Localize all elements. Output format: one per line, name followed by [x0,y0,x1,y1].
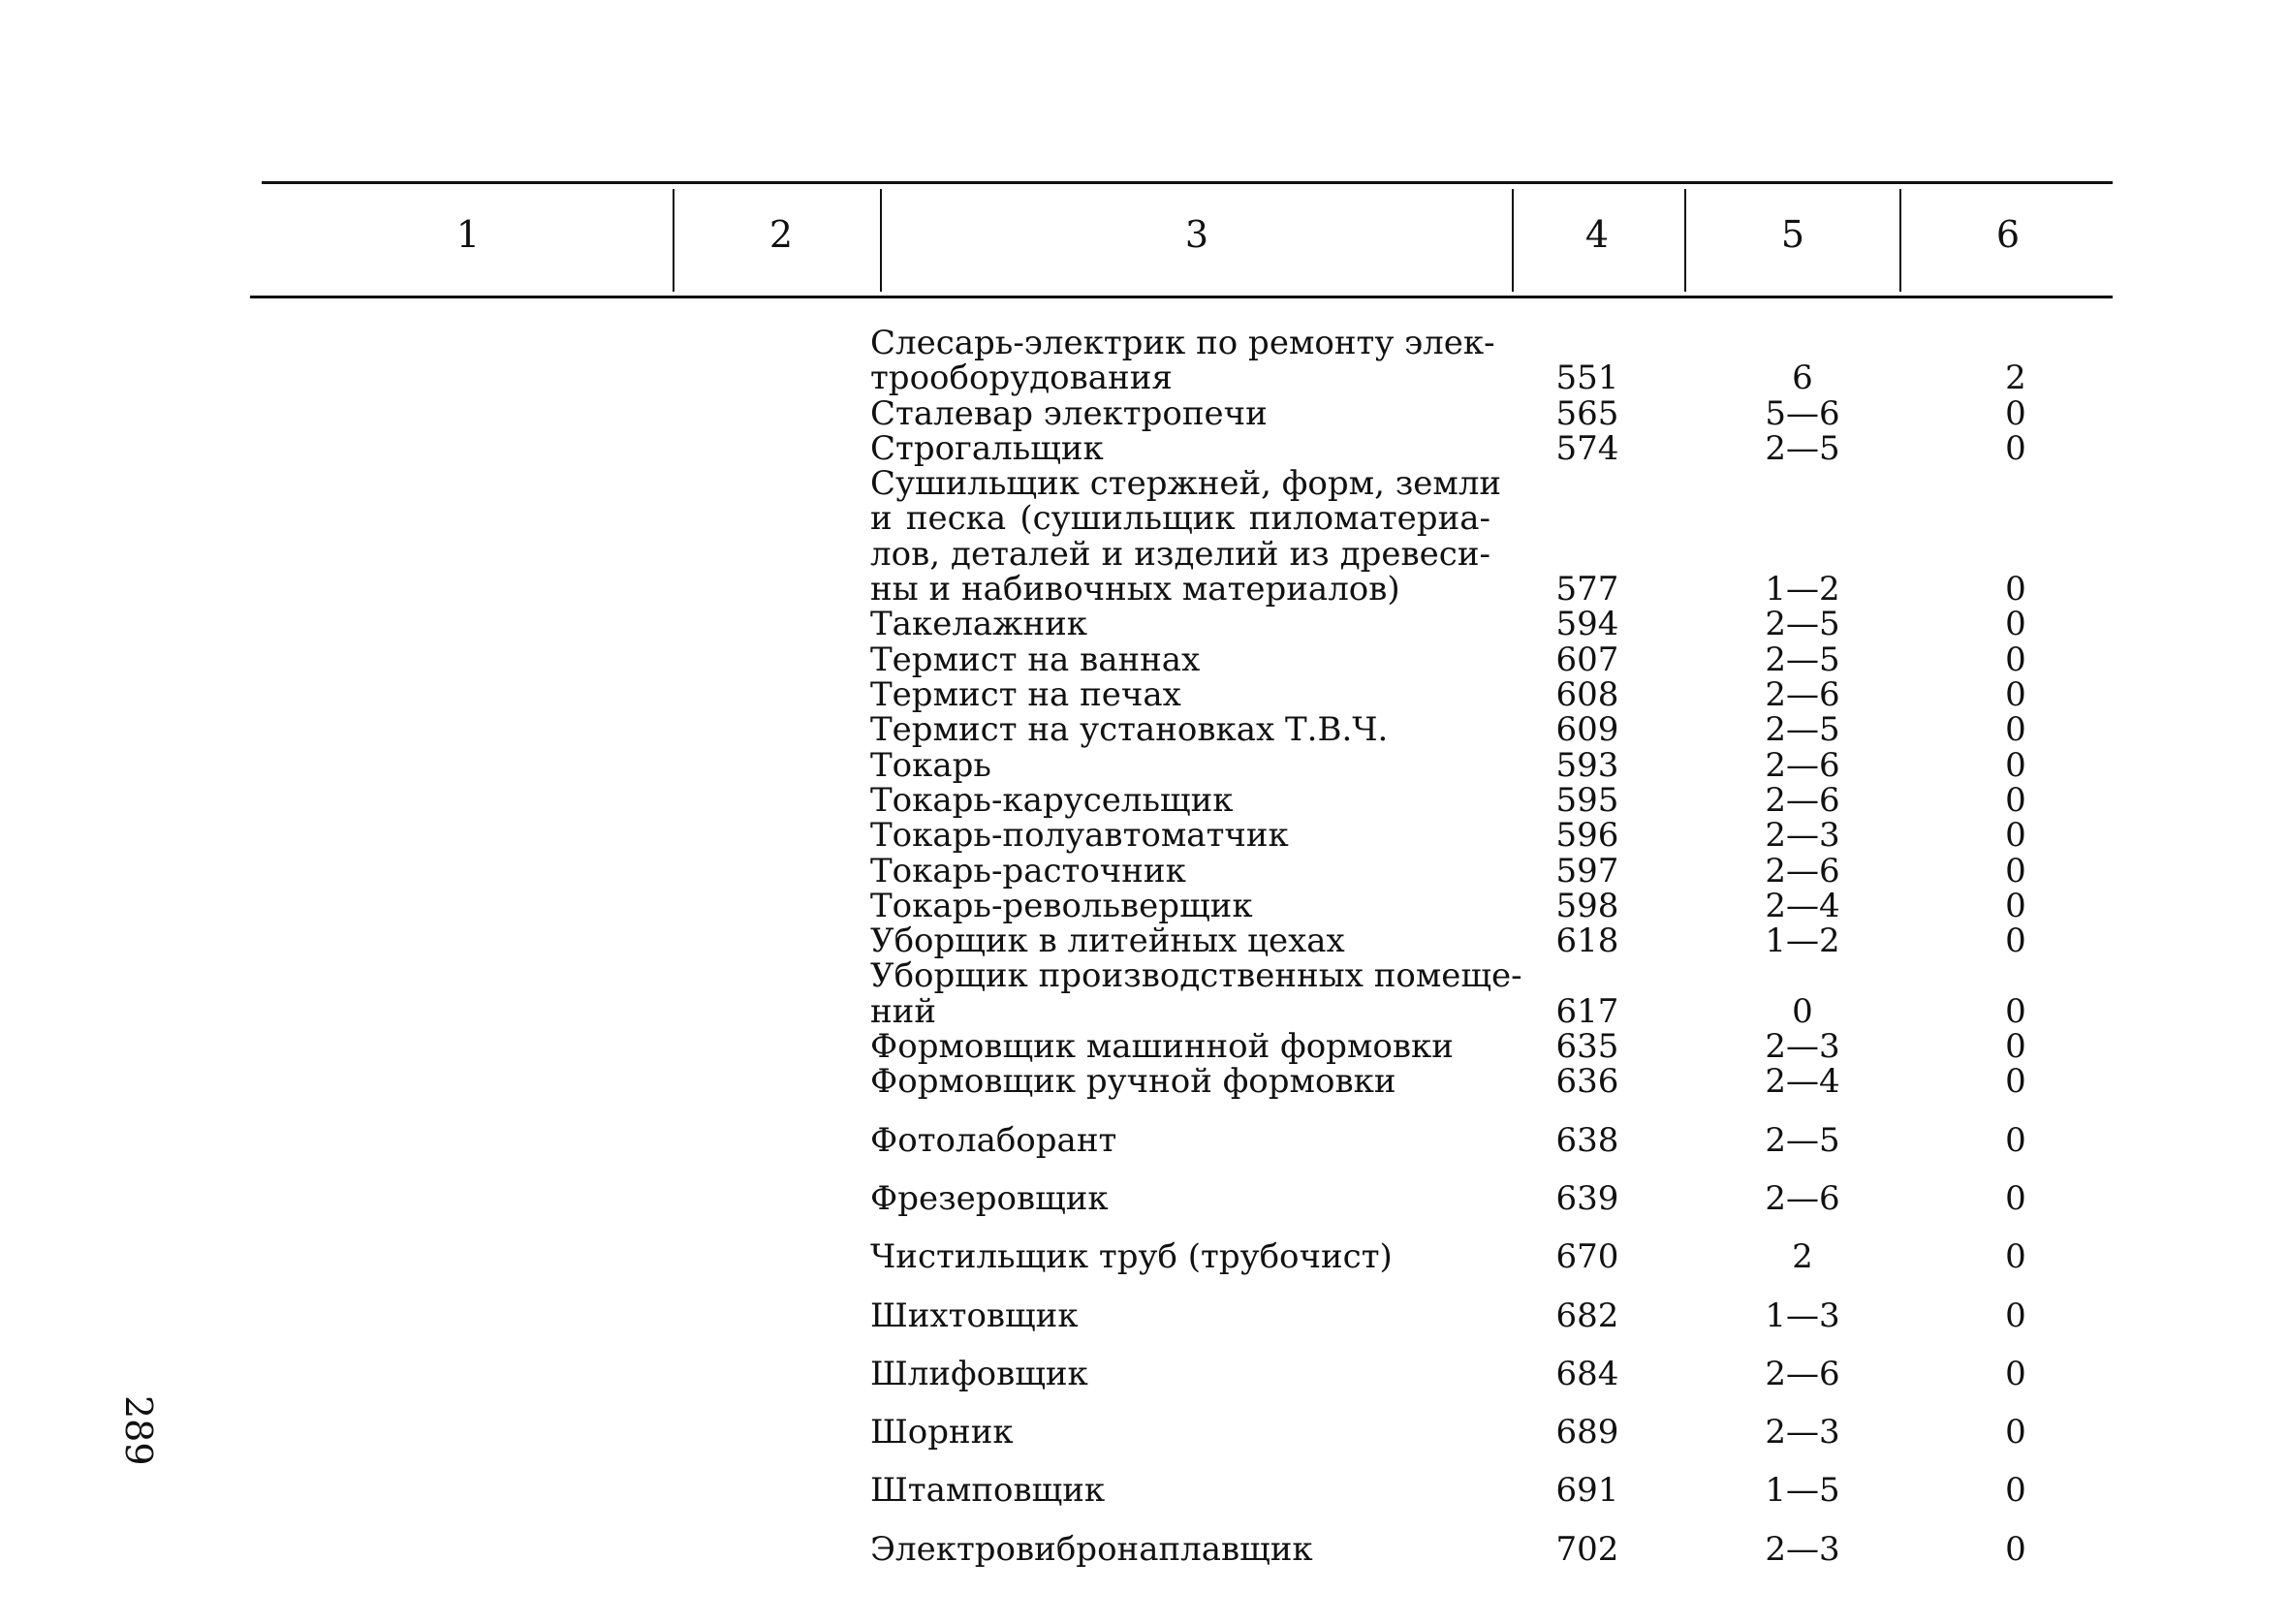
col6-value: 0 [2005,1296,2026,1335]
grade-value: 2—6 [1765,780,1840,820]
occupation-name-line: ны и набивочных материалов) [870,570,1400,609]
col6-value: 0 [2005,1178,2026,1218]
col6-value: 0 [2005,1027,2026,1066]
occupation-name-line: Электровибронаплавщик [870,1529,1313,1569]
code-value: 607 [1555,640,1619,679]
code-value: 565 [1555,393,1619,433]
occupation-name-line: Токарь-карусельщик [870,780,1234,820]
col6-value: 0 [2005,780,2026,820]
occupation-name-line: Фрезеровщик [870,1178,1109,1218]
occupation-name-line: Токарь-полуавтоматчик [870,816,1289,856]
col6-value: 0 [2005,605,2026,644]
grade-value: 5—6 [1765,393,1840,433]
grade-value: 2—3 [1765,1027,1840,1066]
occupation-name-line: Сушильщик стержней, форм, земли [870,464,1502,504]
col6-value: 0 [2005,921,2026,961]
grade-value: 2—6 [1765,1354,1840,1393]
code-value: 608 [1555,675,1619,714]
col6-value: 0 [2005,428,2026,468]
occupation-name-line: Формовщик машинной формовки [870,1027,1454,1066]
code-value: 682 [1555,1296,1619,1335]
occupation-name-line: трооборудования [870,359,1173,398]
occupation-name-line: лов, деталей и изделий из древеси- [870,534,1490,574]
code-value: 617 [1555,991,1619,1031]
grade-value: 1—5 [1765,1471,1840,1511]
grade-value: 0 [1792,991,1813,1031]
grade-value: 6 [1792,359,1813,398]
grade-value: 2—3 [1765,816,1840,856]
col6-value: 0 [2005,1120,2026,1160]
grade-value: 1—2 [1765,570,1840,609]
code-value: 577 [1555,570,1619,609]
col6-value: 0 [2005,1471,2026,1511]
occupation-name-line: Строгальщик [870,428,1104,468]
col6-value: 0 [2005,851,2026,890]
col6-value: 0 [2005,1529,2026,1569]
grade-value: 2—5 [1765,1120,1840,1160]
grade-value: 1—3 [1765,1296,1840,1335]
code-value: 689 [1555,1413,1619,1452]
table-header-rule [250,296,2113,298]
header-col-6: 6 [1995,213,2021,256]
code-value: 691 [1555,1471,1619,1511]
grade-value: 2—5 [1765,710,1840,750]
occupation-name-line: Шихтовщик [870,1296,1079,1335]
col6-value: 0 [2005,1062,2026,1102]
col6-value: 0 [2005,570,2026,609]
grade-value: 2—4 [1765,1062,1840,1102]
col6-value: 0 [2005,640,2026,679]
code-value: 593 [1555,745,1619,785]
header-col-4: 4 [1584,213,1610,256]
code-value: 670 [1555,1237,1619,1277]
grade-value: 2—5 [1765,428,1840,468]
code-value: 595 [1555,780,1619,820]
occupation-name-line: Фотолаборант [870,1120,1117,1160]
occupation-name-line: и песка (сушильщик пиломатериа- [870,499,1490,539]
col6-value: 0 [2005,991,2026,1031]
code-value: 551 [1555,359,1619,398]
col6-value: 0 [2005,710,2026,750]
code-value: 596 [1555,816,1619,856]
occupation-name-line: Уборщик производственных помеще- [870,956,1522,996]
occupation-name-line: Слесарь-электрик по ремонту элек- [870,324,1495,362]
occupation-name-line: Токарь-расточник [870,851,1186,890]
occupation-name-line: Уборщик в литейных цехах [870,921,1345,961]
grade-value: 2—6 [1765,1178,1840,1218]
col6-value: 0 [2005,1354,2026,1393]
table-top-rule [262,181,2113,184]
grade-value: 2—3 [1765,1413,1840,1452]
code-value: 638 [1555,1120,1619,1160]
code-value: 609 [1555,710,1619,750]
grade-value: 2—6 [1765,675,1840,714]
grade-value: 2 [1792,1237,1813,1277]
code-value: 639 [1555,1178,1619,1218]
occupation-name-line: Формовщик ручной формовки [870,1062,1396,1102]
occupation-name-line: Термист на установках Т.В.Ч. [870,710,1389,750]
header-col-2: 2 [768,213,794,256]
occupation-name-line: Токарь-револьверщик [870,886,1253,925]
grade-value: 1—2 [1765,921,1840,961]
column-divider [1512,189,1514,292]
occupation-name-line: Термист на печах [870,675,1181,714]
occupation-name-line: Токарь [870,745,991,785]
col6-value: 0 [2005,393,2026,433]
occupation-name-line: Шлифовщик [870,1354,1088,1393]
occupation-name-line: Штамповщик [870,1471,1106,1511]
column-divider [673,189,674,292]
col6-value: 0 [2005,745,2026,785]
code-value: 635 [1555,1027,1619,1066]
occupation-name-line: Такелажник [870,605,1088,644]
occupation-name-line: Сталевар электропечи [870,393,1268,433]
header-col-1: 1 [455,213,481,256]
grade-value: 2—6 [1765,745,1840,785]
code-value: 597 [1555,851,1619,890]
code-value: 594 [1555,605,1619,644]
code-value: 574 [1555,428,1619,468]
grade-value: 2—4 [1765,886,1840,925]
code-value: 702 [1555,1529,1619,1569]
grade-value: 2—5 [1765,640,1840,679]
col6-value: 0 [2005,675,2026,714]
col6-value: 0 [2005,816,2026,856]
col6-value: 0 [2005,1237,2026,1277]
code-value: 598 [1555,886,1619,925]
col6-value: 0 [2005,1413,2026,1452]
column-divider [1684,189,1686,292]
header-col-3: 3 [1184,213,1209,256]
code-value: 684 [1555,1354,1619,1393]
occupation-name-line: Термист на ваннах [870,640,1201,679]
grade-value: 2—5 [1765,605,1840,644]
grade-value: 2—6 [1765,851,1840,890]
code-value: 618 [1555,921,1619,961]
grade-value: 2—3 [1765,1529,1840,1569]
col6-value: 0 [2005,886,2026,925]
col6-value: 2 [2005,359,2026,398]
column-divider [880,189,882,292]
column-divider [1899,189,1901,292]
occupation-name-line: Шорник [870,1413,1014,1452]
occupation-name-line: Чистильщик труб (трубочист) [870,1237,1393,1277]
occupation-name-line: ний [870,991,936,1031]
page-number: 289 [117,1395,160,1466]
code-value: 636 [1555,1062,1619,1102]
header-col-5: 5 [1780,213,1805,256]
